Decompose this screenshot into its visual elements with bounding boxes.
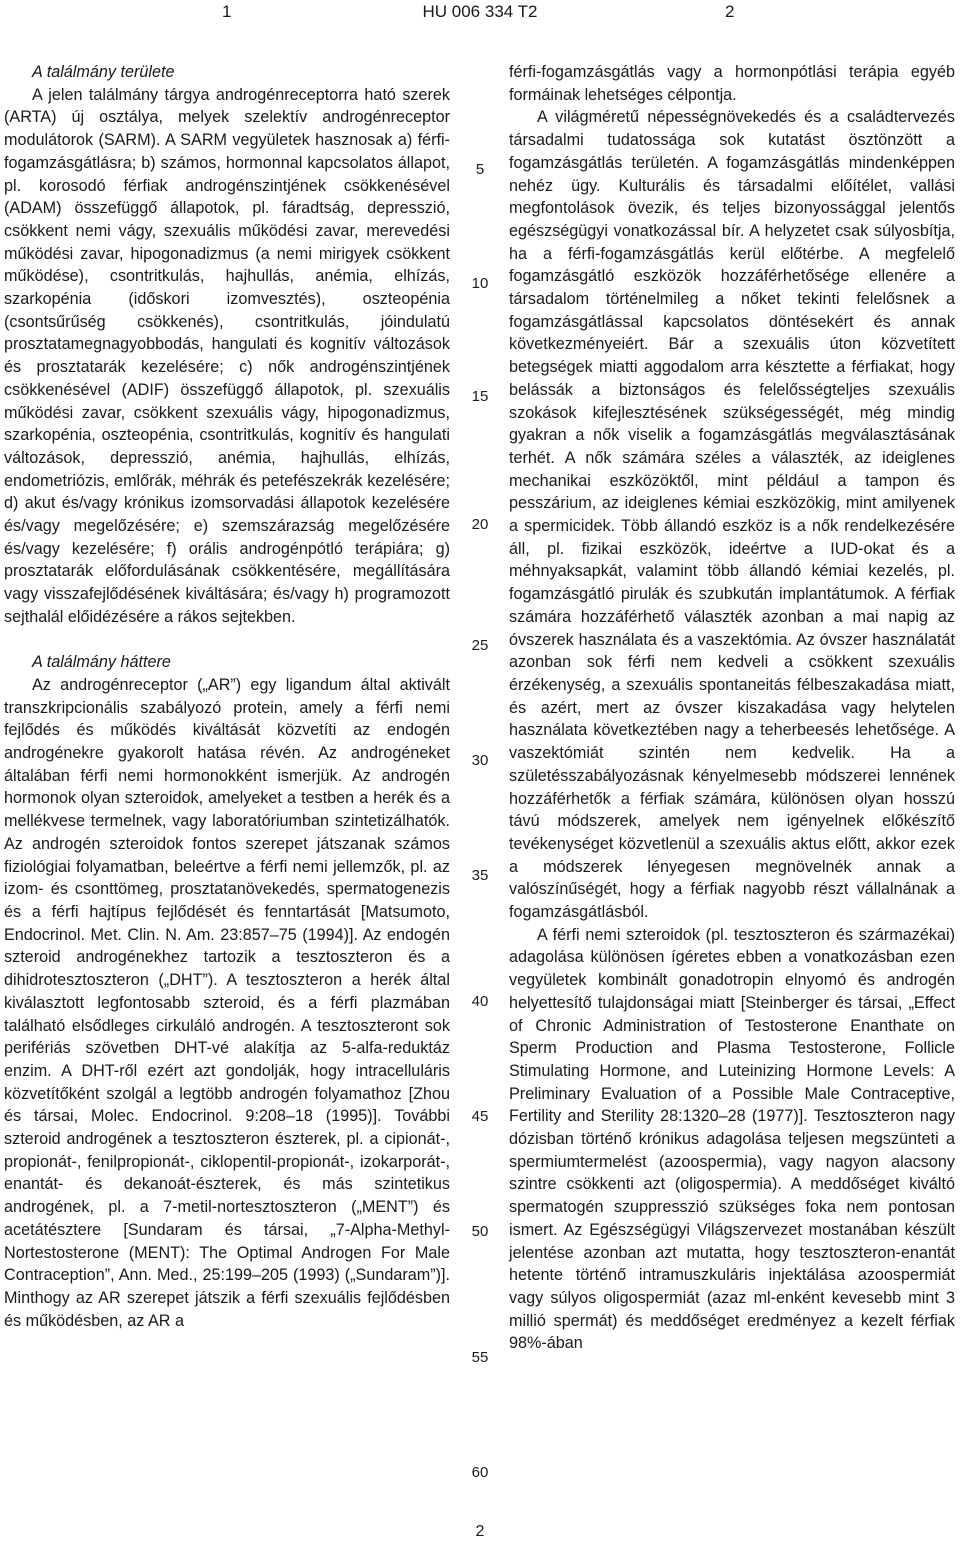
section-heading-background: A találmány háttere: [32, 653, 171, 672]
right-column: [509, 61, 955, 1355]
line-number: 20: [471, 516, 489, 533]
page-header: [0, 0, 960, 24]
line-number: 5: [475, 161, 485, 178]
line-number: 35: [471, 867, 489, 884]
line-number: 55: [471, 1349, 489, 1366]
paragraph-field-of-invention: A jelen találmány tárgya androgénreceptorra ható szerek (ARTA) új osztálya, melyek szelektív androgénreceptor modulátorok (SARM). A SARM vegyületek hasznosak a) férfi-fogamzásgátlásra; b) számos, hormonnal kapcsolatos állapot, pl. korosodó férfiak androgénszintjének csökkenésével (ADAM) összefüggő állapotok, pl. fáradtság, depresszió, csökkent nemi vágy, szexuális működési zavar, merevedési működési zavar, hipogonadizmus (a nemi mirigyek csökkent működése), csontritkulás, hajhullás, anémia, elhízás, szarkopénia (időskori izomvesztés), oszteopénia (csontsűrűség csökkenés), csontritkulás, jóindulatú prosztatamegnagyobbodás, hangulati és kognitív változások és prosztatarák kezelésére; c) nők androgénszintjének csökkenésével (ADIF) összefüggő állapotok, pl. szexuális működési zavar, csökkent szexuális vágy, hipogonadizmus, szarkopénia, oszteopénia, csontritkulás, kognitív és hangulati változások, depresszió, anémia, hajhullás, elhízás, endometriózis, emlőrák, méhrák és petefészekrák kezelésére; d) akut és/vagy krónikus izomsorvadási állapotok kezelésére és/vagy megelőzésére; e) szemszárazság megelőzésére és/vagy kezelésére; f) orális androgénpótló terápiára; g) prosztatarák előfordulásának csökkentésére, megállítására vagy visszafejlődésének kiváltására; és/vagy h) programozott sejthalál előidézésére a rákos sejtekben.: [4, 85, 450, 626]
line-number: 45: [471, 1108, 489, 1125]
line-number: 40: [471, 993, 489, 1010]
page-footer-number: 2: [475, 1523, 485, 1540]
section-heading-field: A találmány területe: [32, 63, 175, 81]
line-number: 10: [471, 275, 489, 292]
page-number-right: 2: [725, 2, 735, 21]
line-number: 30: [471, 752, 489, 769]
paragraph-continued: férfi-fogamzásgátlás vagy a hormonpótlási terápia egyéb formáinak lehetséges célpontja.: [509, 63, 955, 104]
line-number: 60: [471, 1464, 489, 1481]
paragraph-steroids: A férfi nemi szteroidok (pl. tesztoszteron és származékai) adagolása különösen ígéretes ebben a vonatkozásban ezen vegyületek kombinált gonadotropin elnyomó és androgén helyettesítő tulajdonságai miatt [Steinberger és társai, „Effect of Chronic Administration of Testosterone Enanthate on Sperm Production and Plasma Testosterone, Follicle Stimulating Hormone, and Luteinizing Hormone Levels: A Preliminary Evaluation of a Possible Male Contraceptive, Fertility and Sterility 28:1320–28 (1977)]. Tesztoszteron nagy dózisban történő krónikus adagolása teljesen megszünteti a spermiumtermelést (azoospermia), vagy nagyon alacsony szintre csökkenti azt (oligospermia). A meddőséget kiváltó spermatogén szuppresszió szükséges foka nem pontosan ismert. Az Egészségügyi Világszervezet mostanában készült jelentése azonban azt mutatta, hogy tesztoszteron-enantát hetente történő intramuszkuláris injektálása azoospermiát vagy súlyos oligospermiát (azaz ml-enként kevesebb mint 3 millió spermát) és meddőséget eredményez a kezelt férfiak 98%-ában: [509, 925, 955, 1353]
line-number: 15: [471, 388, 489, 405]
line-number: 50: [471, 1223, 489, 1240]
patent-number: HU 006 334 T2: [422, 2, 538, 21]
left-column: [4, 61, 450, 1332]
page-number-left: 1: [222, 2, 232, 21]
paragraph-contraception: A világméretű népességnövekedés és a családtervezés társadalmi tudatossága sok kutatást ösztönzött a fogamzásgátlás területén. A fogamzásgátlás mindenképpen nehéz ügy. Kulturális és társadalmi előítélet, vallási megfontolások övezik, és teljes bizonyossággal jelentős egészségügyi vonatkozással bír. A helyzetet csak súlyosbítja, ha a férfi-fogamzásgátlás kerül előtérbe. A megfelelő fogamzásgátló eszközök hozzáférhetősége ellenére a társadalom történelmileg a nőket tekinti felelősnek a fogamzásgátlással kapcsolatos döntésekért és annak következményeiért. Bár a szexuális úton közvetített betegségek miatti aggodalom arra késztette a férfiakat, hogy belássák a biztonságos és felelősségteljes szexuális szokások kifejlesztésének szükségességét, még mindig gyakran a nők viselik a fogamzásgátlás megválasztásának terhét. A nők számára széles a választék, az ideiglenes mechanikai eszközöktől, mint például a tampon és pesszárium, az ideiglenes kémiai eszközökig, mint amilyenek a spermicidek. Több állandó eszköz is a nők rendelkezésére áll, pl. fizikai eszközök, ideértve a IUD-okat és a méhnyaksapkát, valamint több állandó kémiai kezelés, pl. fogamzásgátló pirulák és szubkután implantátumok. A férfiak számára hozzáférhető választék azonban a mai napig az óvszerek használata és a vaszektómia. Az óvszer használatát azonban sok férfi nem kedveli a csökkent szexuális érzékenység, a szexuális spontaneitás félbeszakadása miatt, és azért, mert az óvszer kiszakadása vagy helytelen használata következtében nagy a teherbeesés lehetősége. A vaszektómiát szintén nem kedvelik. Ha a születésszabályozásnak kényelmesebb módszerei lennének hozzáférhetők a férfiak számára, különösen olyan hosszú távú módszerek, amelyek nem igényelnek előkészítő tevékenységet közvetlenül a szexuális aktus előtt, akkor ezek a módszerek lényegesen megnövelnék annak a valószínűségét, hogy a férfiak nagyobb részt vállalnának a fogamzásgátlásból.: [509, 108, 955, 922]
line-number: 25: [471, 637, 489, 654]
paragraph-background: Az androgénreceptor („AR”) egy ligandum által aktivált transzkripcionális szabályozó protein, amely a férfi nemi fejlődés és működés kiváltását közvetíti az endogén androgénekre gyakorolt hatása révén. Az androgéneket általában férfi nemi hormonokként ismerjük. Az androgén hormonok olyan szteroidok, amelyeket a testben a herék és a mellékvese termelnek, vagy laboratóriumban szintetizálhatók. Az androgén szteroidok fontos szerepet játszanak számos fiziológiai folyamatban, beleértve a férfi nemi jellemzők, pl. az izom- és csonttömeg, prosztatanövekedés, spermatogenezis és a férfi hajtípus fejlődését és fenntartását [Matsumoto, Endocrinol. Met. Clin. N. Am. 23:857–75 (1994)]. Az endogén szteroid androgénekhez tartozik a tesztoszteron és a dihidrotesztoszteron („DHT”). A tesztoszteron a herék által kiválasztott legfontosabb szteroid, és a férfi plazmában található elsődleges cirkuláló androgén. A tesztoszteront sok perifériás szövetben DHT-vé alakítja az 5-alfa-reduktáz enzim. A DHT-ről ezért azt gondolják, hogy intracelluláris közvetítőként szolgál a legtöbb androgén folyamathoz [Zhou és társai, Molec. Endocrinol. 9:208–18 (1995)]. További szteroid androgének a tesztoszteron észterek, pl. a cipionát-, propionát-, fenilpropionát-, ciklopentil-propionát-, izokarporát-, enantát- és dekanoát-észterek, és más szintetikus androgének, pl. a 7-metil-nortesztoszteron („MENT”) és acetátésztere [Sundaram és társai, „7-Alpha-Methyl-Nortestosterone (MENT): The Optimal Androgen For Male Contraception”, Ann. Med., 25:199–205 (1993) („Sundaram”)]. Minthogy az AR szerepet játszik a férfi szexuális fejlődésben és működésben, az AR a: [4, 675, 450, 1330]
